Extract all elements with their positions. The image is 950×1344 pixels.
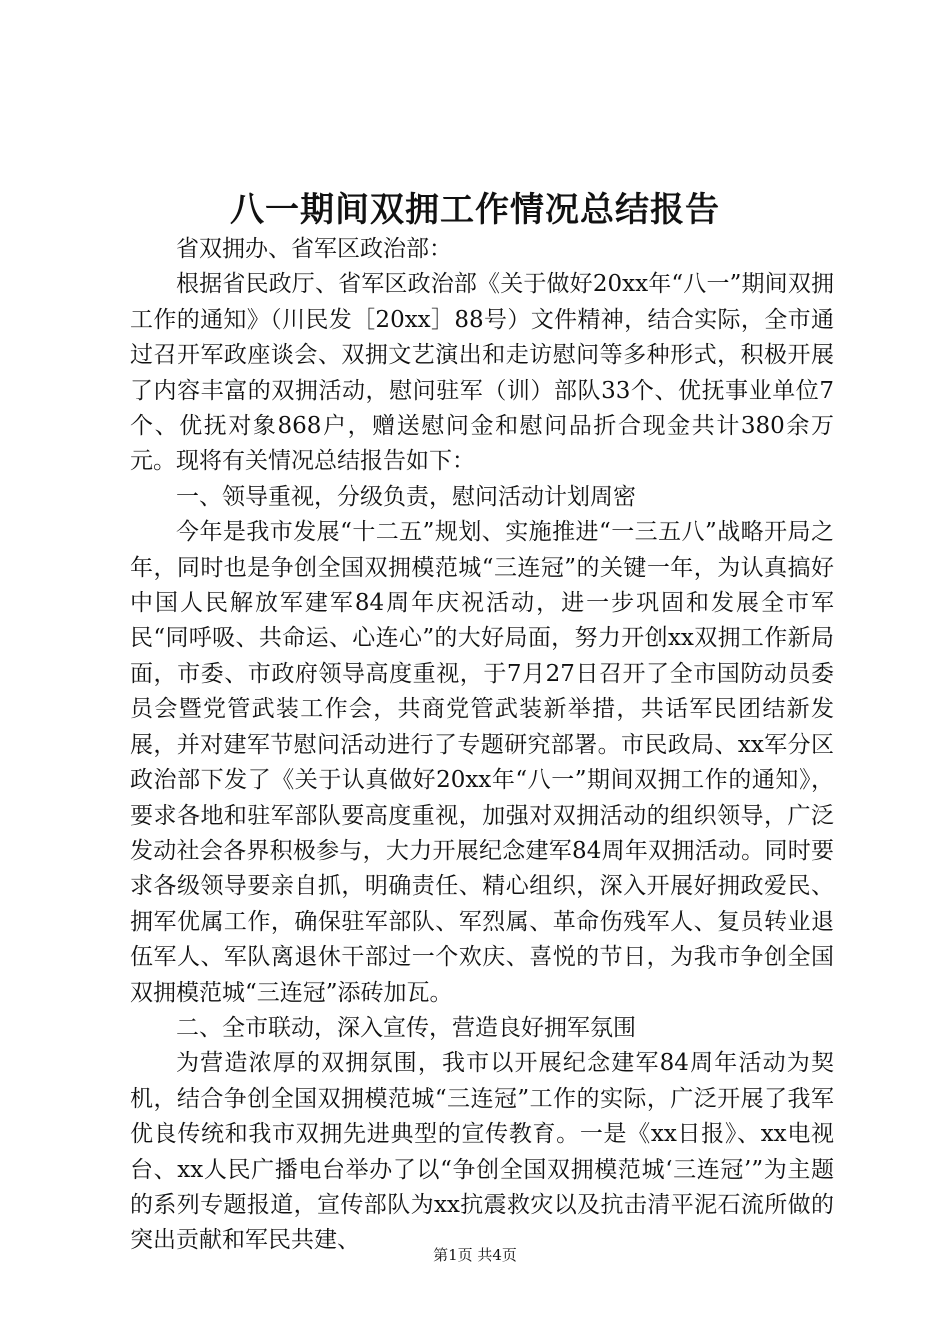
section-1-paragraph: 今年是我市发展“十二五”规划、实施推进“一三五八”战略开局之年，同时也是争创全国双拥模范城“三连冠”的关键一年，为认真搞好中国人民解放军建军84周年庆祝活动，进一步巩固和发展全市军民“同呼吸、共命运、心连心”的大好局面，努力开创xx双拥工作新局面，市委、市政府领导高度重视，于7月27日召开了全市国防动员委员会暨党管武装工作会，共商党管武装新举措，共话军民团结新发展，并对建军节慰问活动进行了专题研究部署。市民政局、xx军分区政治部下发了《关于认真做好20xx年“八一”期间双拥工作的通知》，要求各地和驻军部队要高度重视，加强对双拥活动的组织领导，广泛发动社会各界积极参与，大力开展纪念建军84周年双拥活动。同时要求各级领导要亲自抓，明确责任、精心组织，深入开展好拥政爱民、拥军优属工作，确保驻军部队、军烈属、革命伤残军人、复员转业退伍军人、军队离退休干部过一个欢庆、喜悦的节日，为我市争创全国双拥模范城“三连冠”添砖加瓦。 [130,519,834,1006]
document-title: 八一期间双拥工作情况总结报告 [230,190,720,230]
salutation-paragraph: 省双拥办、省军区政治部： [176,236,452,262]
document-body [130,232,834,1259]
section-2-paragraph: 为营造浓厚的双拥氛围，我市以开展纪念建军84周年活动为契机，结合争创全国双拥模范城“三连冠”工作的实际，广泛开展了我军优良传统和我市双拥先进典型的宣传教育。一是《xx日报》、xx电视台、xx人民广播电台举办了以“争创全国双拥模范城‘三连冠’”为主题的系列专题报道，宣传部队为xx抗震救灾以及抗击清平泥石流所做的突出贡献和军民共建、 [130,1050,834,1254]
section-heading-1: 一、领导重视，分级负责，慰问活动计划周密 [176,483,636,510]
intro-paragraph: 根据省民政厅、省军区政治部《关于做好20xx年“八一”期间双拥工作的通知》（川民发［20xx］88号）文件精神，结合实际，全市通过召开军政座谈会、双拥文艺演出和走访慰问等多种形式，积极开展了内容丰富的双拥活动，慰问驻军（训）部队33个、优抚事业单位7个、优抚对象868户，赠送慰问金和慰问品折合现金共计380余万元。现将有关情况总结报告如下： [130,271,834,475]
page-footer: 第1页 共4页 [433,1246,517,1264]
section-heading-2: 二、全市联动，深入宣传，营造良好拥军氛围 [176,1014,636,1041]
